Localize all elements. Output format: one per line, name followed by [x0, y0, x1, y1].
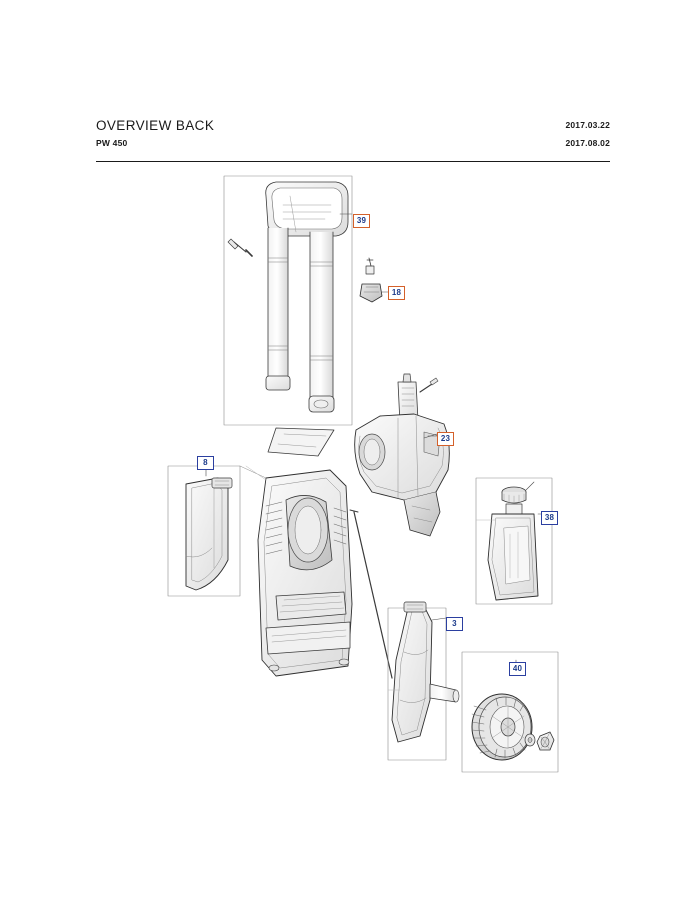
callout-39: 39: [353, 214, 370, 228]
print-date: 2017.08.02: [565, 138, 610, 148]
part-handle-bar: [266, 182, 348, 236]
callout-23: 23: [437, 432, 454, 446]
part-18-bracket: [360, 258, 388, 302]
part-main-chassis: [258, 470, 352, 676]
part-8-panel: [186, 478, 232, 590]
part-40-wheel: [472, 694, 554, 760]
part-gasket: [268, 428, 334, 456]
leader-3: [432, 618, 446, 620]
page-title: OVERVIEW BACK: [96, 118, 215, 133]
callout-3: 3: [446, 617, 463, 631]
part-handle-tube-right: [309, 232, 334, 412]
part-handle-tube-left: [266, 228, 290, 390]
part-support-rod: [350, 510, 392, 678]
revision-date: 2017.03.22: [565, 120, 610, 130]
model-label: PW 450: [96, 138, 128, 148]
callout-8: 8: [197, 456, 214, 470]
callout-38: 38: [541, 511, 558, 525]
part-screw-handle: [228, 239, 252, 256]
part-23-cover: [355, 374, 450, 536]
callout-40: 40: [509, 662, 526, 676]
callout-18: 18: [388, 286, 405, 300]
part-38-tank: [488, 482, 538, 600]
